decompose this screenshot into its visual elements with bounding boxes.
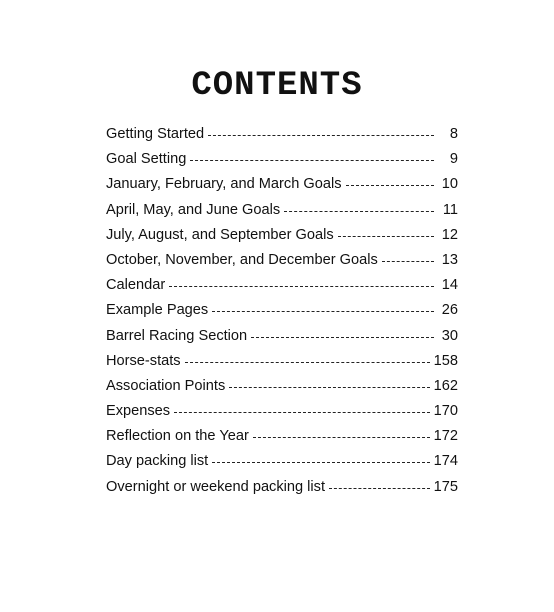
toc-entry[interactable] — [106, 449, 458, 474]
toc-entry-page: 13 — [441, 251, 458, 268]
toc-entry-title: Reflection on the Year — [106, 428, 249, 445]
toc-entry-page: 9 — [449, 151, 458, 168]
toc-entry[interactable] — [106, 374, 458, 399]
toc-entry-page: 14 — [441, 277, 458, 294]
toc-leader-dashes — [190, 160, 434, 161]
toc-entry-page: 10 — [441, 176, 458, 193]
toc-entry-title: Overnight or weekend packing list — [106, 478, 326, 495]
toc-entry[interactable] — [106, 273, 458, 298]
toc-leader-dashes — [174, 412, 430, 413]
toc-leader-dashes — [329, 488, 430, 489]
toc-entry[interactable] — [106, 198, 458, 223]
toc-entry-page: 30 — [441, 327, 458, 344]
toc-entry-page: 172 — [433, 428, 458, 445]
toc-entry[interactable] — [106, 424, 458, 449]
toc-entry-title: Goal Setting — [106, 151, 187, 168]
toc-leader-dashes — [253, 437, 430, 438]
page-title: CONTENTS — [191, 66, 363, 105]
toc-entry[interactable] — [106, 399, 458, 424]
toc-entry-title: October, November, and December Goals — [106, 251, 378, 268]
toc-entry-title: Getting Started — [106, 126, 205, 142]
toc-entry-page: 175 — [433, 478, 458, 495]
toc-leader-dashes — [185, 362, 430, 363]
toc-entry[interactable] — [106, 248, 458, 273]
toc-entry-page: 12 — [441, 226, 458, 243]
toc-entry[interactable] — [106, 172, 458, 197]
toc-entry-page: 8 — [449, 126, 458, 142]
toc-entry-page: 11 — [442, 201, 458, 218]
toc-entry-title: Example Pages — [106, 302, 209, 319]
toc-entry[interactable] — [106, 475, 458, 500]
toc-entry-title: Barrel Racing Section — [106, 327, 248, 344]
toc-leader-dashes — [212, 462, 429, 463]
toc-entry[interactable] — [106, 223, 458, 248]
toc-entry[interactable] — [106, 147, 458, 172]
toc-leader-dashes — [212, 311, 434, 312]
table-of-contents — [106, 122, 458, 500]
toc-leader-dashes — [284, 211, 434, 212]
toc-entry[interactable] — [106, 298, 458, 323]
toc-entry-title: January, February, and March Goals — [106, 176, 342, 193]
toc-leader-dashes — [382, 261, 434, 262]
toc-entry-title: July, August, and September Goals — [106, 226, 334, 243]
toc-leader-dashes — [169, 286, 434, 287]
toc-leader-dashes — [208, 135, 434, 136]
toc-leader-dashes — [346, 185, 435, 186]
toc-entry-title: Association Points — [106, 377, 226, 394]
toc-entry-page: 170 — [433, 403, 458, 420]
toc-entry[interactable] — [106, 324, 458, 349]
toc-leader-dashes — [229, 387, 429, 388]
toc-entry-page: 174 — [433, 453, 458, 470]
toc-leader-dashes — [338, 236, 434, 237]
toc-entry-page: 162 — [433, 377, 458, 394]
toc-entry[interactable] — [106, 122, 458, 147]
toc-entry-title: Calendar — [106, 277, 166, 294]
toc-leader-dashes — [251, 337, 434, 338]
toc-entry-title: Horse-stats — [106, 352, 181, 369]
toc-entry-page: 158 — [433, 352, 458, 369]
toc-entry-title: April, May, and June Goals — [106, 201, 281, 218]
toc-entry-page: 26 — [441, 302, 458, 319]
toc-entry-title: Day packing list — [106, 453, 209, 470]
toc-entry-title: Expenses — [106, 403, 171, 420]
toc-entry[interactable] — [106, 349, 458, 374]
